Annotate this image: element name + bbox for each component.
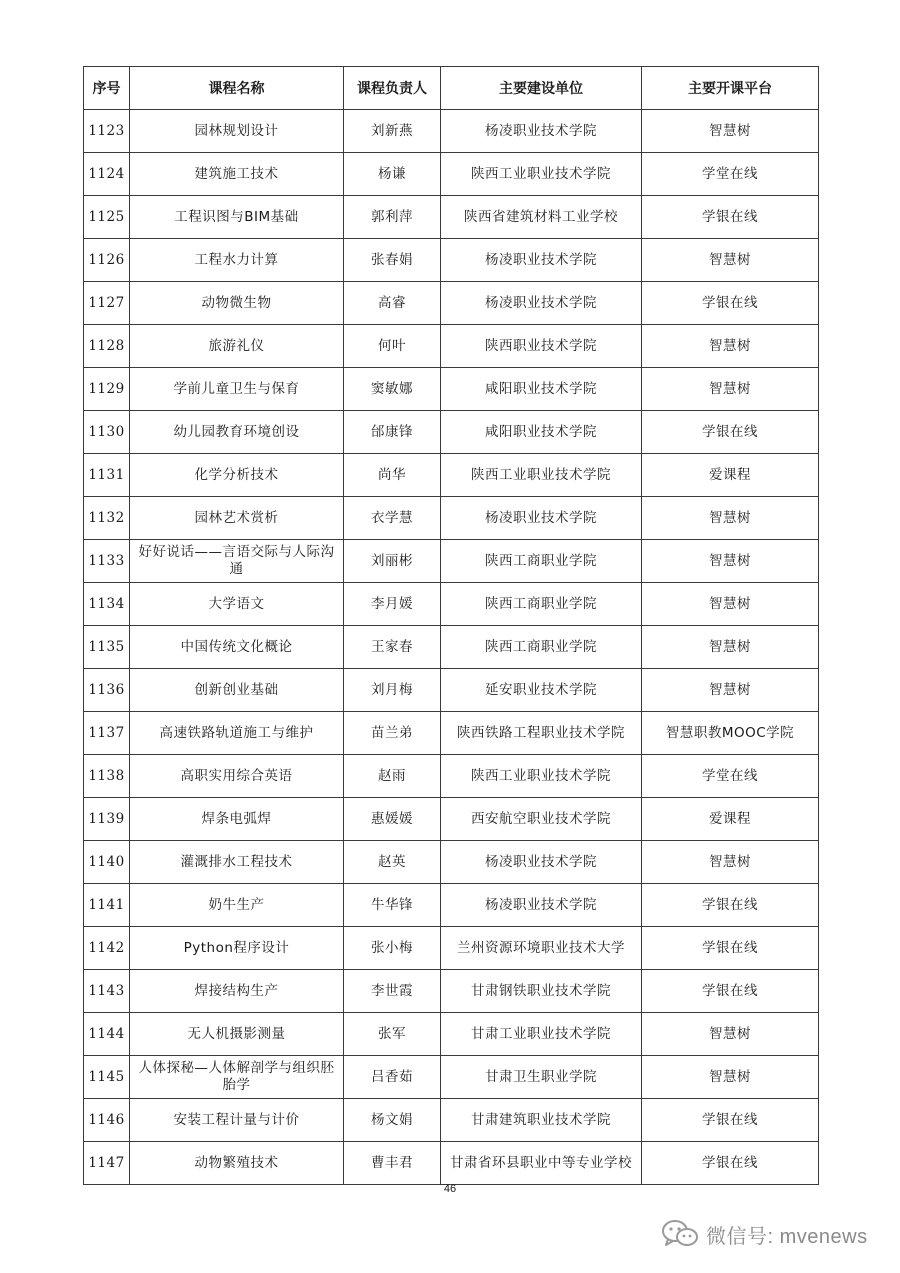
row-index: 1126	[84, 239, 130, 282]
course-name: Python程序设计	[130, 927, 344, 970]
institution: 陕西省建筑材料工业学校	[441, 196, 642, 239]
table-row	[84, 1142, 819, 1185]
table-row	[84, 1099, 819, 1142]
platform: 学银在线	[642, 927, 819, 970]
platform: 智慧树	[642, 841, 819, 884]
platform: 学堂在线	[642, 153, 819, 196]
course-lead: 张春娟	[344, 239, 441, 282]
platform: 智慧树	[642, 368, 819, 411]
row-index: 1125	[84, 196, 130, 239]
course-lead: 邰康锋	[344, 411, 441, 454]
course-name: 高速铁路轨道施工与维护	[130, 712, 344, 755]
row-index: 1123	[84, 110, 130, 153]
table-row	[84, 454, 819, 497]
platform: 学堂在线	[642, 755, 819, 798]
course-name: 中国传统文化概论	[130, 626, 344, 669]
course-name: 动物微生物	[130, 282, 344, 325]
header-course-lead: 课程负责人	[344, 67, 441, 110]
platform: 学银在线	[642, 196, 819, 239]
institution: 陕西工商职业学院	[441, 583, 642, 626]
course-lead: 苗兰弟	[344, 712, 441, 755]
header-index: 序号	[84, 67, 130, 110]
course-name: 建筑施工技术	[130, 153, 344, 196]
course-lead: 李月媛	[344, 583, 441, 626]
course-name: 高职实用综合英语	[130, 755, 344, 798]
row-index: 1140	[84, 841, 130, 884]
course-lead: 郭利萍	[344, 196, 441, 239]
row-index: 1145	[84, 1056, 130, 1099]
institution: 陕西工商职业学院	[441, 626, 642, 669]
table-row	[84, 325, 819, 368]
table-row	[84, 927, 819, 970]
course-name: 人体探秘—人体解剖学与组织胚胎学	[130, 1056, 344, 1099]
course-name: 动物繁殖技术	[130, 1142, 344, 1185]
row-index: 1138	[84, 755, 130, 798]
course-name: 灌溉排水工程技术	[130, 841, 344, 884]
platform: 学银在线	[642, 411, 819, 454]
course-name: 焊条电弧焊	[130, 798, 344, 841]
platform: 学银在线	[642, 1099, 819, 1142]
course-name: 奶牛生产	[130, 884, 344, 927]
course-name: 安装工程计量与计价	[130, 1099, 344, 1142]
platform: 智慧树	[642, 239, 819, 282]
course-lead: 杨谦	[344, 153, 441, 196]
row-index: 1137	[84, 712, 130, 755]
course-lead: 窦敏娜	[344, 368, 441, 411]
row-index: 1143	[84, 970, 130, 1013]
header-course-name: 课程名称	[130, 67, 344, 110]
course-lead: 王家春	[344, 626, 441, 669]
platform: 智慧树	[642, 583, 819, 626]
row-index: 1133	[84, 540, 130, 583]
institution: 甘肃钢铁职业技术学院	[441, 970, 642, 1013]
institution: 杨凌职业技术学院	[441, 239, 642, 282]
watermark-text: 微信号: mvenews	[706, 1225, 868, 1248]
table-row	[84, 970, 819, 1013]
course-name: 学前儿童卫生与保育	[130, 368, 344, 411]
course-lead: 赵英	[344, 841, 441, 884]
row-index: 1127	[84, 282, 130, 325]
institution: 甘肃建筑职业技术学院	[441, 1099, 642, 1142]
institution: 西安航空职业技术学院	[441, 798, 642, 841]
platform: 智慧树	[642, 497, 819, 540]
table-row	[84, 368, 819, 411]
platform: 智慧树	[642, 669, 819, 712]
course-lead: 刘新燕	[344, 110, 441, 153]
institution: 杨凌职业技术学院	[441, 282, 642, 325]
course-lead: 曹丰君	[344, 1142, 441, 1185]
row-index: 1144	[84, 1013, 130, 1056]
table-row	[84, 110, 819, 153]
institution: 甘肃省环县职业中等专业学校	[441, 1142, 642, 1185]
institution: 陕西工业职业技术学院	[441, 755, 642, 798]
table-body	[84, 110, 819, 1185]
row-index: 1134	[84, 583, 130, 626]
course-lead: 刘月梅	[344, 669, 441, 712]
row-index: 1124	[84, 153, 130, 196]
course-lead: 牛华锋	[344, 884, 441, 927]
course-name: 创新创业基础	[130, 669, 344, 712]
platform: 学银在线	[642, 970, 819, 1013]
institution: 陕西工业职业技术学院	[441, 153, 642, 196]
course-name: 园林艺术赏析	[130, 497, 344, 540]
row-index: 1132	[84, 497, 130, 540]
course-lead: 杨文娟	[344, 1099, 441, 1142]
platform: 智慧树	[642, 540, 819, 583]
institution: 咸阳职业技术学院	[441, 411, 642, 454]
table-row	[84, 841, 819, 884]
course-lead: 衣学慧	[344, 497, 441, 540]
row-index: 1146	[84, 1099, 130, 1142]
table-row	[84, 755, 819, 798]
platform: 智慧树	[642, 110, 819, 153]
row-index: 1131	[84, 454, 130, 497]
institution: 杨凌职业技术学院	[441, 497, 642, 540]
course-name: 工程水力计算	[130, 239, 344, 282]
course-name: 焊接结构生产	[130, 970, 344, 1013]
platform: 学银在线	[642, 884, 819, 927]
table-row	[84, 153, 819, 196]
institution: 兰州资源环境职业技术大学	[441, 927, 642, 970]
row-index: 1129	[84, 368, 130, 411]
institution: 陕西职业技术学院	[441, 325, 642, 368]
row-index: 1130	[84, 411, 130, 454]
wechat-icon	[660, 1218, 700, 1250]
header-institution: 主要建设单位	[441, 67, 642, 110]
wechat-watermark	[660, 1218, 868, 1250]
course-name: 幼儿园教育环境创设	[130, 411, 344, 454]
course-name: 无人机摄影测量	[130, 1013, 344, 1056]
course-lead: 刘丽彬	[344, 540, 441, 583]
course-name: 园林规划设计	[130, 110, 344, 153]
row-index: 1147	[84, 1142, 130, 1185]
course-lead: 吕香茹	[344, 1056, 441, 1099]
course-name: 化学分析技术	[130, 454, 344, 497]
row-index: 1135	[84, 626, 130, 669]
platform: 智慧树	[642, 325, 819, 368]
institution: 甘肃工业职业技术学院	[441, 1013, 642, 1056]
platform: 爱课程	[642, 798, 819, 841]
course-name: 工程识图与BIM基础	[130, 196, 344, 239]
institution: 杨凌职业技术学院	[441, 110, 642, 153]
course-lead: 高睿	[344, 282, 441, 325]
table-row	[84, 1013, 819, 1056]
course-lead: 张军	[344, 1013, 441, 1056]
institution: 陕西工商职业学院	[441, 540, 642, 583]
course-name: 旅游礼仪	[130, 325, 344, 368]
table-row	[84, 239, 819, 282]
course-lead: 赵雨	[344, 755, 441, 798]
row-index: 1136	[84, 669, 130, 712]
table-row	[84, 583, 819, 626]
platform: 智慧树	[642, 1013, 819, 1056]
row-index: 1142	[84, 927, 130, 970]
page-number: 46	[443, 1183, 457, 1195]
course-name: 大学语文	[130, 583, 344, 626]
table-row	[84, 798, 819, 841]
platform: 智慧职教MOOC学院	[642, 712, 819, 755]
platform: 智慧树	[642, 1056, 819, 1099]
row-index: 1128	[84, 325, 130, 368]
course-lead: 何叶	[344, 325, 441, 368]
table-row	[84, 884, 819, 927]
table-row	[84, 712, 819, 755]
institution: 甘肃卫生职业学院	[441, 1056, 642, 1099]
table-header-row	[84, 67, 819, 110]
header-platform: 主要开课平台	[642, 67, 819, 110]
course-table	[83, 66, 819, 1185]
platform: 智慧树	[642, 626, 819, 669]
course-lead: 张小梅	[344, 927, 441, 970]
table-row	[84, 1056, 819, 1099]
table-row	[84, 282, 819, 325]
institution: 延安职业技术学院	[441, 669, 642, 712]
course-lead: 李世霞	[344, 970, 441, 1013]
platform: 爱课程	[642, 454, 819, 497]
institution: 陕西工业职业技术学院	[441, 454, 642, 497]
institution: 咸阳职业技术学院	[441, 368, 642, 411]
institution: 陕西铁路工程职业技术学院	[441, 712, 642, 755]
table-row	[84, 540, 819, 583]
row-index: 1141	[84, 884, 130, 927]
table-row	[84, 669, 819, 712]
table-row	[84, 411, 819, 454]
course-lead: 惠媛媛	[344, 798, 441, 841]
row-index: 1139	[84, 798, 130, 841]
table-row	[84, 626, 819, 669]
course-name: 好好说话——言语交际与人际沟通	[130, 540, 344, 583]
platform: 学银在线	[642, 282, 819, 325]
platform: 学银在线	[642, 1142, 819, 1185]
course-lead: 尚华	[344, 454, 441, 497]
institution: 杨凌职业技术学院	[441, 884, 642, 927]
institution: 杨凌职业技术学院	[441, 841, 642, 884]
table-row	[84, 497, 819, 540]
table-row	[84, 196, 819, 239]
